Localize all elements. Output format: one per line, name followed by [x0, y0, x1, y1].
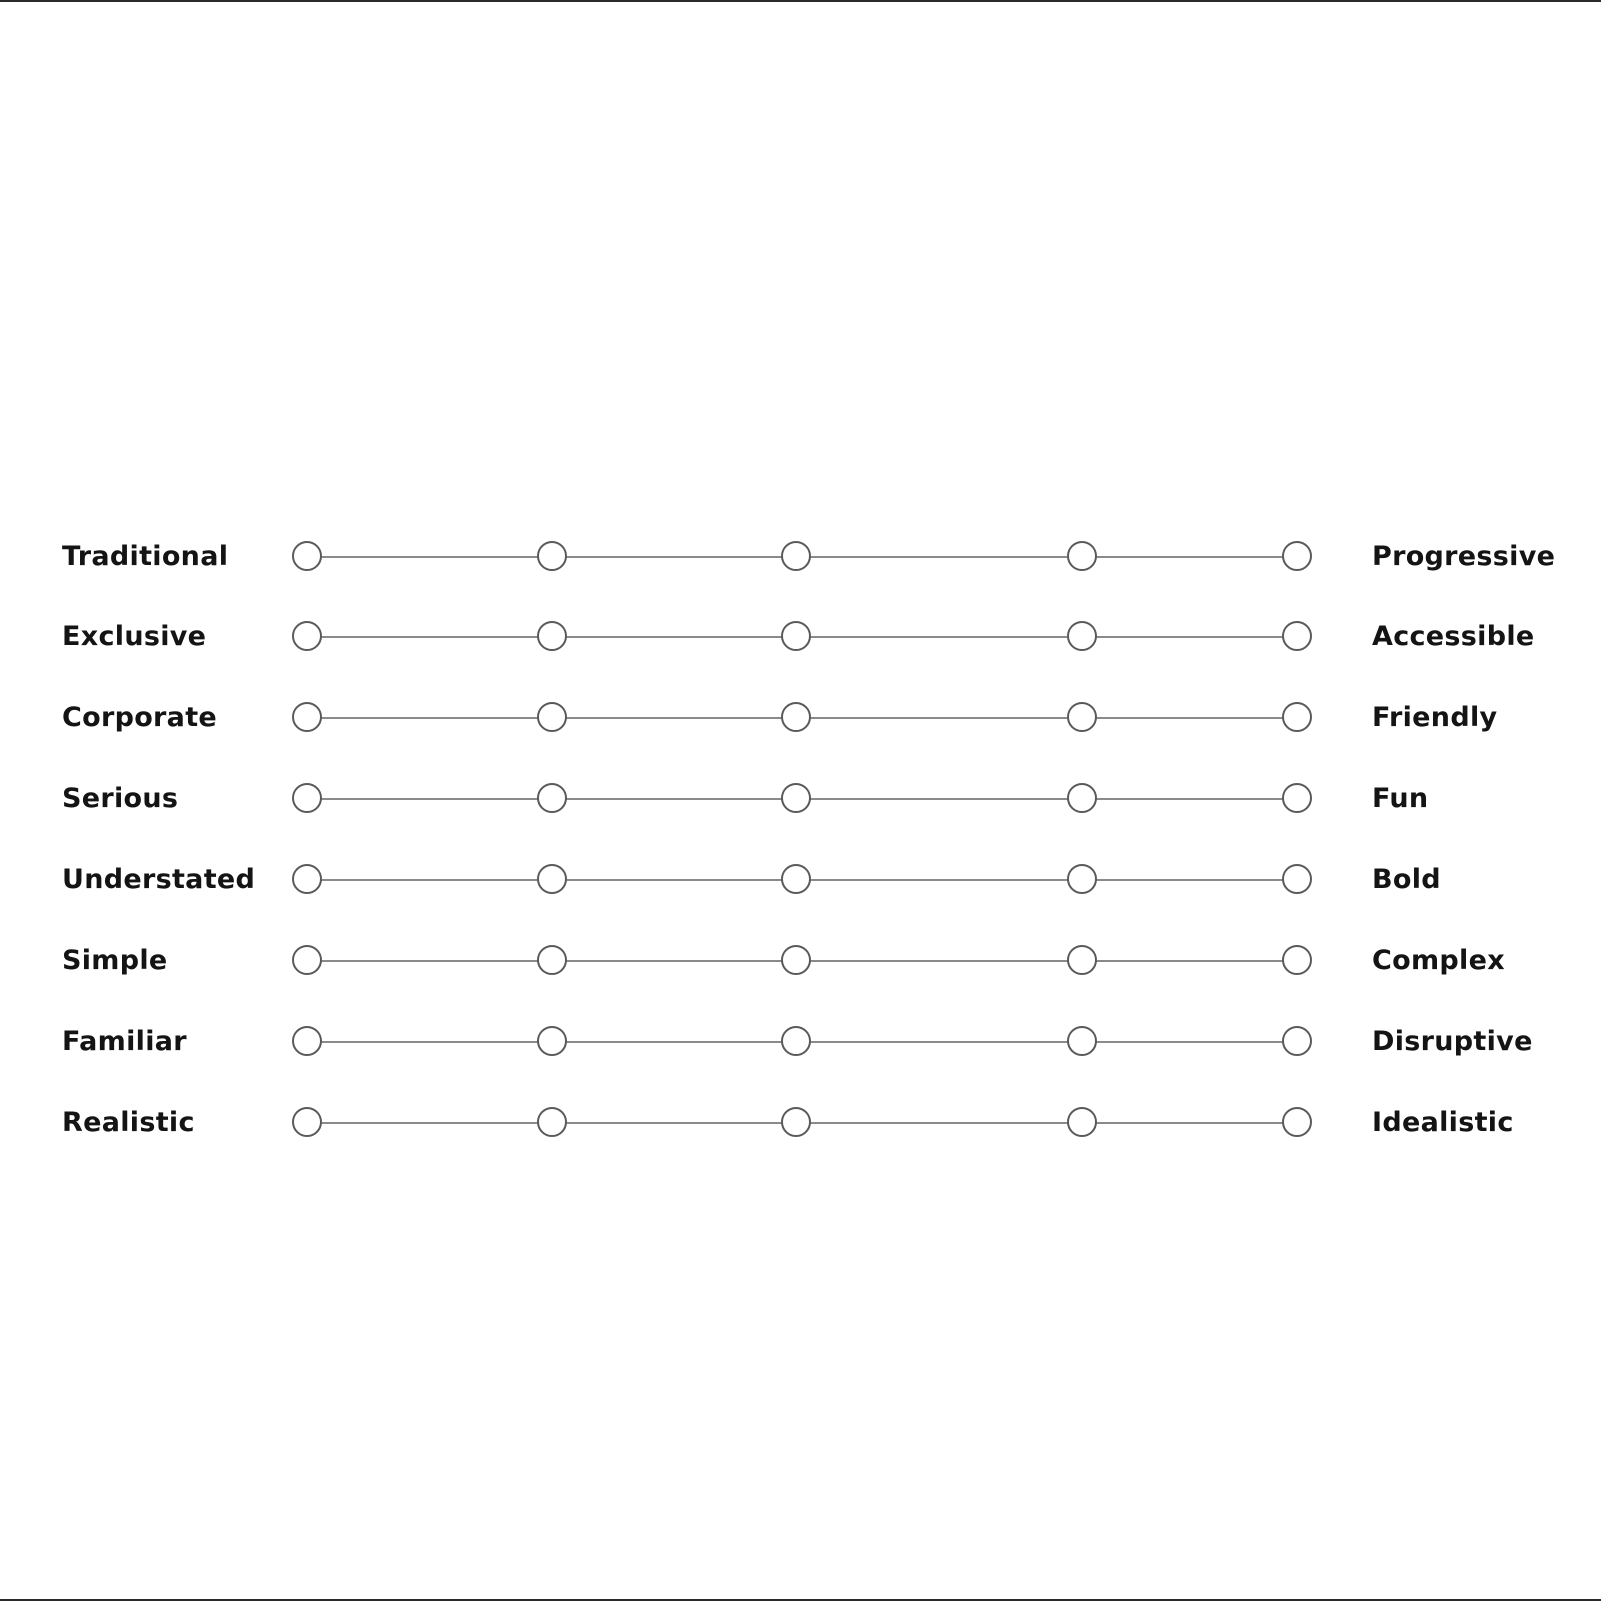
scale-point-2[interactable] [537, 621, 567, 651]
scale-point-4[interactable] [1067, 1026, 1097, 1056]
scale-point-2[interactable] [537, 945, 567, 975]
left-label: Realistic [62, 1107, 195, 1138]
scale-row-exclusive-accessible [0, 607, 1601, 667]
scale-point-5[interactable] [1282, 1026, 1312, 1056]
scale-point-1[interactable] [292, 945, 322, 975]
scale-point-4[interactable] [1067, 621, 1097, 651]
left-label: Familiar [62, 1026, 187, 1057]
scale-point-4[interactable] [1067, 945, 1097, 975]
scale-point-3[interactable] [781, 945, 811, 975]
scale-point-4[interactable] [1067, 783, 1097, 813]
semantic-differential-scale [0, 527, 1601, 1167]
scale-row-corporate-friendly [0, 688, 1601, 748]
scale-point-2[interactable] [537, 864, 567, 894]
scale-point-2[interactable] [537, 783, 567, 813]
scale-point-1[interactable] [292, 702, 322, 732]
right-label: Bold [1372, 864, 1441, 895]
right-label: Complex [1372, 945, 1505, 976]
scale-point-3[interactable] [781, 783, 811, 813]
scale-point-3[interactable] [781, 541, 811, 571]
right-label: Progressive [1372, 541, 1556, 572]
scale-row-serious-fun [0, 769, 1601, 829]
scale-point-1[interactable] [292, 621, 322, 651]
scale-point-1[interactable] [292, 541, 322, 571]
scale-row-understated-bold [0, 850, 1601, 910]
right-label: Idealistic [1372, 1107, 1514, 1138]
scale-row-familiar-disruptive [0, 1012, 1601, 1072]
scale-point-3[interactable] [781, 621, 811, 651]
scale-row-simple-complex [0, 931, 1601, 991]
scale-point-5[interactable] [1282, 864, 1312, 894]
left-label: Traditional [62, 541, 229, 572]
left-label: Corporate [62, 702, 218, 733]
scale-point-4[interactable] [1067, 541, 1097, 571]
scale-point-1[interactable] [292, 864, 322, 894]
scale-point-1[interactable] [292, 1026, 322, 1056]
left-label: Serious [62, 783, 179, 814]
scale-point-5[interactable] [1282, 702, 1312, 732]
scale-point-2[interactable] [537, 702, 567, 732]
scale-point-3[interactable] [781, 864, 811, 894]
scale-point-5[interactable] [1282, 783, 1312, 813]
left-label: Exclusive [62, 621, 207, 652]
scale-point-5[interactable] [1282, 541, 1312, 571]
scale-point-5[interactable] [1282, 1107, 1312, 1137]
right-label: Disruptive [1372, 1026, 1533, 1057]
scale-point-2[interactable] [537, 541, 567, 571]
scale-point-2[interactable] [537, 1026, 567, 1056]
scale-row-realistic-idealistic [0, 1093, 1601, 1153]
scale-point-5[interactable] [1282, 621, 1312, 651]
scale-point-2[interactable] [537, 1107, 567, 1137]
left-label: Understated [62, 864, 256, 895]
scale-point-1[interactable] [292, 783, 322, 813]
scale-point-4[interactable] [1067, 702, 1097, 732]
right-label: Fun [1372, 783, 1429, 814]
scale-point-1[interactable] [292, 1107, 322, 1137]
scale-point-4[interactable] [1067, 1107, 1097, 1137]
left-label: Simple [62, 945, 168, 976]
right-label: Accessible [1372, 621, 1535, 652]
scale-point-4[interactable] [1067, 864, 1097, 894]
scale-row-traditional-progressive [0, 527, 1601, 587]
right-label: Friendly [1372, 702, 1498, 733]
scale-point-3[interactable] [781, 702, 811, 732]
scale-point-3[interactable] [781, 1107, 811, 1137]
scale-point-3[interactable] [781, 1026, 811, 1056]
scale-point-5[interactable] [1282, 945, 1312, 975]
